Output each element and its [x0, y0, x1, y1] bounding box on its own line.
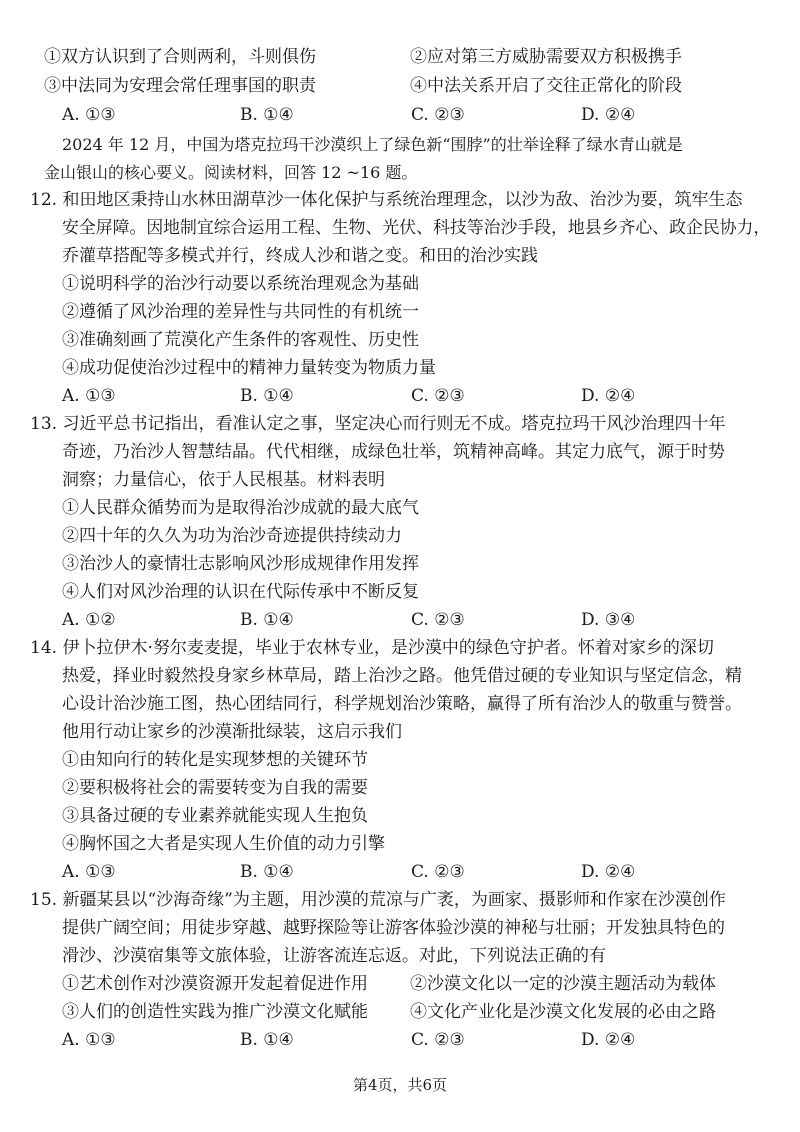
q12-choice-d[interactable]: D. ②④: [581, 386, 636, 406]
q11-statement-1: ①双方认识到了合则两利，斗则俱伤: [44, 47, 316, 67]
q12-statement-3: ③准确刻画了荒漠化产生条件的客观性、历史性: [62, 330, 419, 350]
q12-choice-b[interactable]: B. ①④: [240, 386, 294, 406]
q11-choice-c[interactable]: C. ②③: [411, 105, 465, 125]
q13-statement-4: ④人们对风沙治理的认识在代际传承中不断反复: [62, 582, 419, 602]
q15-choice-b[interactable]: B. ①④: [240, 1030, 294, 1050]
q15-stem-line-2: 提供广阔空间；用徒步穿越、越野探险等让游客体验沙漠的神秘与壮丽；开发独具特色的: [62, 918, 725, 938]
q12-choice-c[interactable]: C. ②③: [411, 386, 465, 406]
q13-choice-b[interactable]: B. ①④: [240, 610, 294, 630]
q12-stem-line-2: 安全屏障。因地制宜综合运用工程、生物、光伏、科技等治沙手段，地县乡齐心、政企民协力，: [62, 218, 771, 238]
q11-choice-d[interactable]: D. ②④: [581, 105, 636, 125]
q13-choice-c[interactable]: C. ②③: [411, 610, 465, 630]
q12-stem-line-1: 12. 和田地区秉持山水林田湖草沙一体化保护与系统治理理念，以沙为敌、治沙为要，筑牢生态: [30, 190, 743, 210]
q15-choice-a[interactable]: A. ①③: [62, 1030, 116, 1050]
q12-statement-4: ④成功促使治沙过程中的精神力量转变为物质力量: [62, 358, 436, 378]
q14-statement-1: ①由知向行的转化是实现梦想的关键环节: [62, 750, 368, 770]
q13-stem-line-1: 13. 习近平总书记指出，看准认定之事，坚定决心而行则无不成。塔克拉玛干风沙治理四十年: [30, 414, 726, 434]
q12-stem-line-3: 乔灌草搭配等多模式并行，终成人沙和谐之变。和田的治沙实践: [62, 246, 538, 266]
q15-statement-3: ③人们的创造性实践为推广沙漠文化赋能: [62, 1002, 368, 1022]
q14-choice-a[interactable]: A. ①③: [62, 862, 116, 882]
q15-choice-c[interactable]: C. ②③: [411, 1030, 465, 1050]
q13-statement-3: ③治沙人的豪情壮志影响风沙形成规律作用发挥: [62, 554, 419, 574]
q11-statement-2: ②应对第三方威胁需要双方积极携手: [410, 47, 682, 67]
q14-statement-2: ②要积极将社会的需要转变为自我的需要: [62, 778, 368, 798]
q15-stem-line-3: 滑沙、沙漠宿集等文旅体验，让游客流连忘返。对此，下列说法正确的有: [62, 946, 606, 966]
q14-statement-3: ③具备过硬的专业素养就能实现人生抱负: [62, 806, 368, 826]
q13-choice-d[interactable]: D. ③④: [581, 610, 636, 630]
q11-statement-4: ④中法关系开启了交往正常化的阶段: [410, 76, 682, 96]
q13-choice-a[interactable]: A. ①②: [62, 610, 116, 630]
q15-statement-2: ②沙漠文化以一定的沙漠主题活动为载体: [410, 974, 716, 994]
q14-stem-line-1: 14. 伊卜拉伊木·努尔麦麦提，毕业于农林专业，是沙漠中的绿色守护者。怀着对家乡的深切: [30, 638, 714, 658]
q14-choice-d[interactable]: D. ②④: [581, 862, 636, 882]
q11-choice-a[interactable]: A. ①③: [62, 105, 116, 125]
q14-choice-b[interactable]: B. ①④: [240, 862, 294, 882]
q13-stem-line-3: 洞察；力量信心，依于人民根基。材料表明: [62, 470, 385, 490]
q15-statement-1: ①艺术创作对沙漠资源开发起着促进作用: [62, 974, 368, 994]
q11-statement-3: ③中法同为安理会常任理事国的职责: [44, 76, 316, 96]
q11-choice-b[interactable]: B. ①④: [240, 105, 294, 125]
q14-stem-line-2: 热爱，择业时毅然投身家乡林草局，踏上治沙之路。他凭借过硬的专业知识与坚定信念，精: [62, 666, 742, 686]
q15-choice-d[interactable]: D. ②④: [581, 1030, 636, 1050]
q13-statement-1: ①人民群众循势而为是取得治沙成就的最大底气: [62, 498, 419, 518]
material-intro-line-2: 金山银山的核心要义。阅读材料，回答 12 ~16 题。: [44, 163, 418, 182]
q14-statement-4: ④胸怀国之大者是实现人生价值的动力引擎: [62, 834, 385, 854]
q14-stem-line-4: 他用行动让家乡的沙漠渐批绿装，这启示我们: [62, 722, 402, 742]
q12-choice-a[interactable]: A. ①③: [62, 386, 116, 406]
q12-statement-2: ②遵循了风沙治理的差异性与共同性的有机统一: [62, 302, 419, 322]
q14-choice-c[interactable]: C. ②③: [411, 862, 465, 882]
q13-statement-2: ②四十年的久久为功为治沙奇迹提供持续动力: [62, 526, 402, 546]
q15-stem-line-1: 15. 新疆某县以“沙海奇缘”为主题，用沙漠的荒凉与广袤，为画家、摄影师和作家在沙漠创作: [30, 890, 726, 910]
q12-statement-1: ①说明科学的治沙行动要以系统治理观念为基础: [62, 274, 419, 294]
q13-stem-line-2: 奇迹，乃治沙人智慧结晶。代代相继，成绿色壮举，筑精神高峰。其定力底气，源于时势: [62, 442, 725, 462]
material-intro-line-1: 2024 年 12 月，中国为塔克拉玛干沙漠织上了绿色新“围脖”的壮举诠释了绿水青山就是: [62, 135, 683, 154]
page-number: 第4页，共6页: [352, 1076, 448, 1094]
q15-statement-4: ④文化产业化是沙漠文化发展的必由之路: [410, 1002, 716, 1022]
q14-stem-line-3: 心设计治沙施工图，热心团结同行，科学规划治沙策略，赢得了所有治沙人的敬重与赞誉。: [62, 694, 742, 714]
